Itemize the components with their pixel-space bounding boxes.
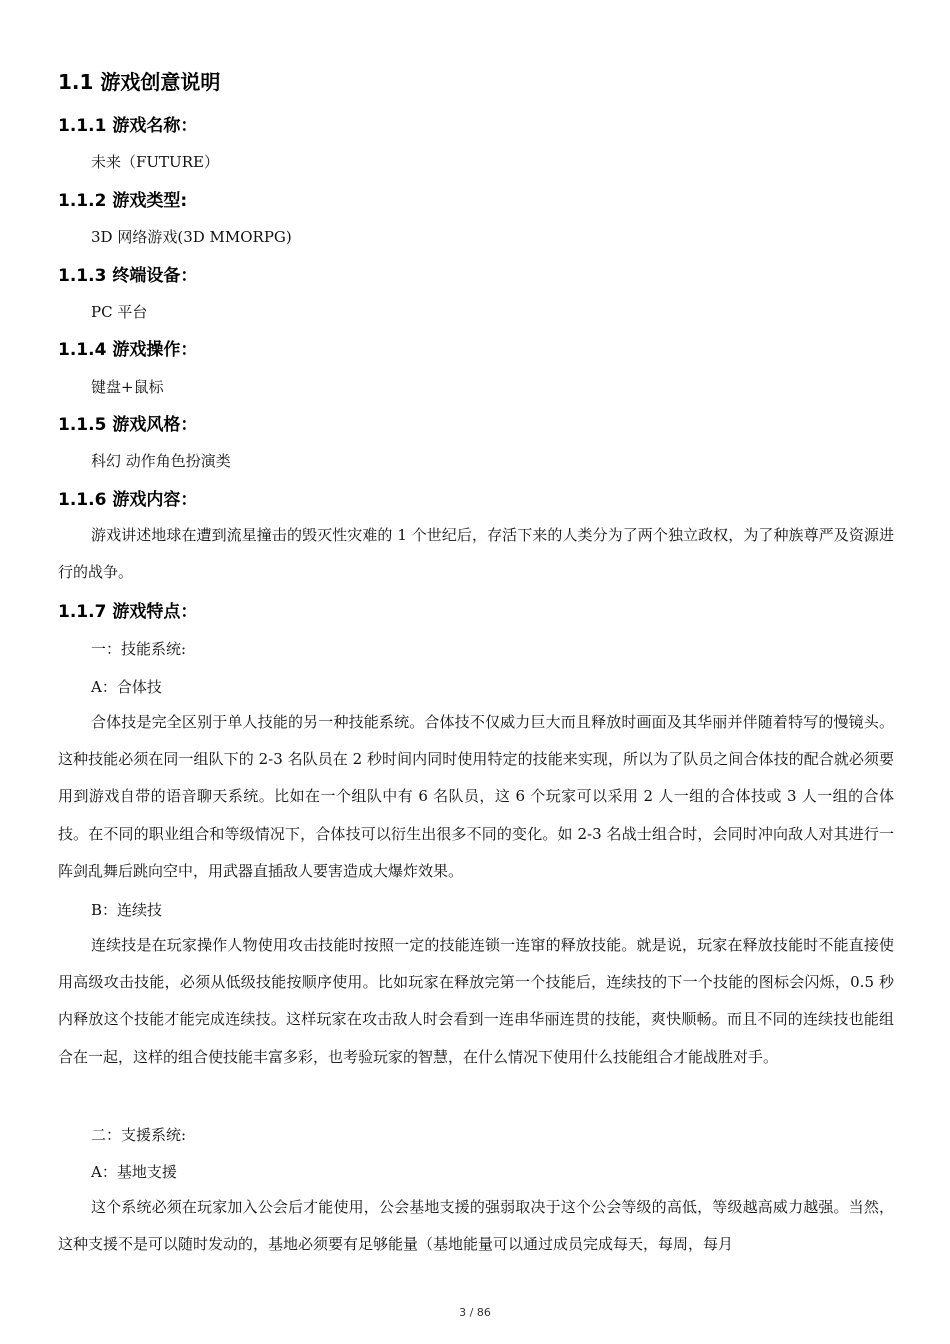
type-value: 3D 网络游戏(3D MMORPG) <box>91 228 292 246</box>
style-value: 科幻 动作角色扮演类 <box>91 452 231 470</box>
chain-skill-label: B：连续技 <box>91 901 163 919</box>
base-support-paragraph: 这个系统必须在玩家加入公会后才能使用，公会基地支援的强弱取决于这个公会等级的高低，等级越高威力越强。当然，这种支援不是可以随时发动的，基地必须要有足够能量（基地能量可以通过成员完成每天，每周，每月 <box>58 1198 894 1254</box>
content-heading: 1.1.6 游戏内容： <box>58 490 198 510</box>
operation-value: 键盘+鼠标 <box>91 378 164 396</box>
name-value: 未来（FUTURE） <box>91 153 219 171</box>
style-heading: 1.1.5 游戏风格： <box>58 415 198 435</box>
combo-skill-label: A：合体技 <box>91 678 162 696</box>
name-heading: 1.1.1 游戏名称： <box>58 116 198 136</box>
support-system-label: 二：支援系统: <box>91 1126 187 1144</box>
features-heading: 1.1.7 游戏特点： <box>58 602 198 622</box>
device-value: PC 平台 <box>91 303 148 321</box>
operation-heading: 1.1.4 游戏操作： <box>58 340 198 360</box>
chain-skill-paragraph: 连续技是在玩家操作人物使用攻击技能时按照一定的技能连锁一连窜的释放技能。就是说，玩家在释放技能时不能直接使用高级攻击技能，必须从低级技能按顺序使用。比如玩家在释放完第一个技能后，连续技的下一个技能的图标会闪烁，0.5 秒内释放这个技能才能完成连续技。这样玩家在攻击敌人时会看到一连串华丽连贯的技能，爽快顺畅。而且不同的连续技也能组合在一起，这样的组合使技能丰富多彩，也考验玩家的智慧，在什么情况下使用什么技能组合才能战胜对手。 <box>58 936 894 1066</box>
skill-system-label: 一：技能系统: <box>91 640 187 658</box>
section-heading: 1.1 游戏创意说明 <box>58 70 221 94</box>
combo-skill-paragraph: 合体技是完全区别于单人技能的另一种技能系统。合体技不仅威力巨大而且释放时画面及其华丽并伴随着特写的慢镜头。这种技能必须在同一组队下的 2-3 名队员在 2 秒时间内同时使用特定的技能来实现，所以为了队员之间合体技的配合就必须要用到游戏自带的语音聊天系统。比如在一个组队中有 6 名队员，这 6 个玩家可以采用 2 人一组的合体技或 3 人一组的合体技。在不同的职业组合和等级情况下，合体技可以衍生出很多不同的变化。如 2-3 名战士组合时，会同时冲向敌人对其进行一阵剑乱舞后跳向空中，用武器直插敌人要害造成大爆炸效果。 <box>58 713 894 880</box>
device-heading: 1.1.3 终端设备： <box>58 266 198 286</box>
content-paragraph: 游戏讲述地球在遭到流星撞击的毁灭性灾难的 1 个世纪后，存活下来的人类分为了两个独立政权，为了种族尊严及资源进行的战争。 <box>58 526 894 582</box>
base-support-label: A：基地支援 <box>91 1163 177 1181</box>
type-heading: 1.1.2 游戏类型: <box>58 191 188 211</box>
page-number: 3 / 86 <box>459 1306 491 1319</box>
